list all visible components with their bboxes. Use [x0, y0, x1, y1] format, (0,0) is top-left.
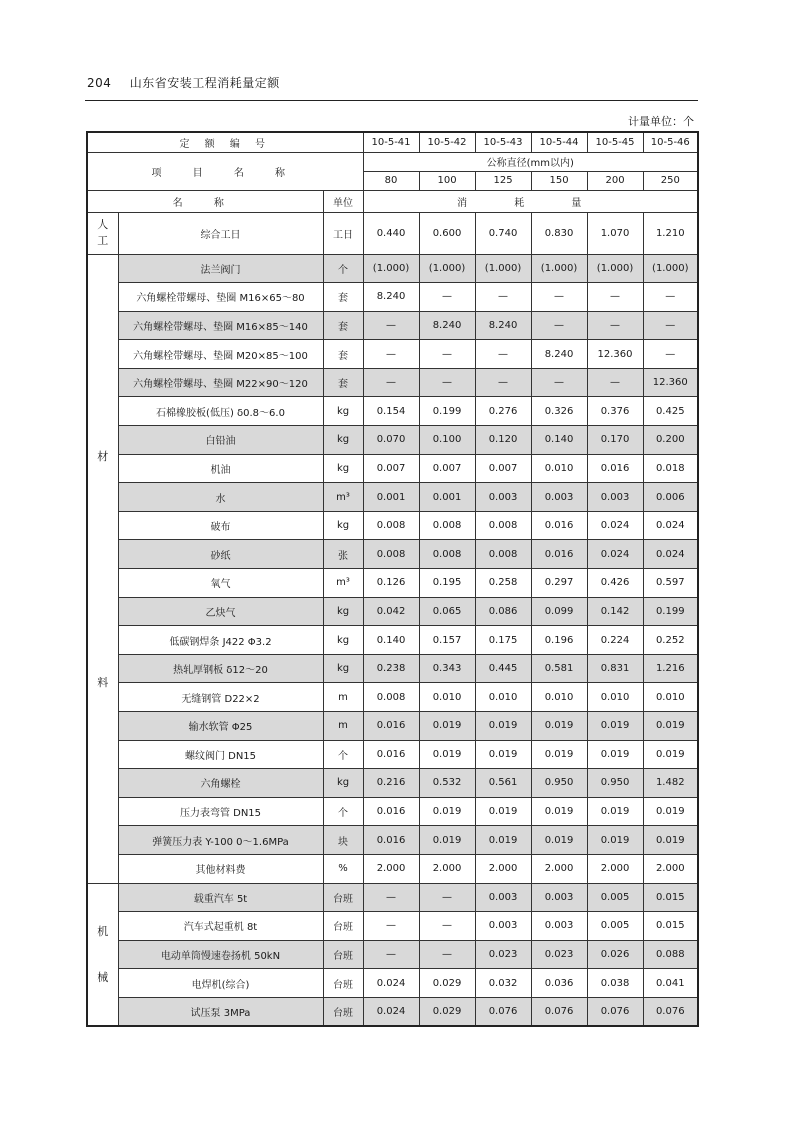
- consumption-value: 0.086: [475, 597, 531, 626]
- consumption-value: 0.008: [363, 511, 419, 540]
- table-row: [87, 368, 698, 397]
- consumption-value: 0.016: [363, 712, 419, 741]
- consumption-value: 0.016: [587, 454, 643, 483]
- item-name: 六角螺栓带螺母、垫圈 M20×85～100: [118, 340, 323, 369]
- category-machine: [87, 883, 118, 1026]
- consumption-value: 0.010: [531, 683, 587, 712]
- consumption-value: 0.100: [419, 426, 475, 455]
- item-name: 无缝钢管 D22×2: [118, 683, 323, 712]
- item-name: 六角螺栓: [118, 769, 323, 798]
- diameter-value: 150: [531, 171, 587, 190]
- consumption-value: 0.019: [475, 740, 531, 769]
- consumption-value: 0.003: [531, 483, 587, 512]
- diameter-value: 80: [363, 171, 419, 190]
- diameter-value: 100: [419, 171, 475, 190]
- consumption-value: 0.010: [643, 683, 698, 712]
- consumption-value: —: [643, 340, 698, 369]
- item-unit: 块: [323, 826, 363, 855]
- table-row: [87, 212, 698, 254]
- item-unit: 套: [323, 368, 363, 397]
- consumption-value: 0.019: [475, 797, 531, 826]
- consumption-value: 0.142: [587, 597, 643, 626]
- item-unit: 套: [323, 340, 363, 369]
- consumption-value: 0.019: [643, 826, 698, 855]
- table-row: [87, 283, 698, 312]
- consumption-value: 0.029: [419, 997, 475, 1026]
- item-name: 电动单筒慢速卷扬机 50kN: [118, 940, 323, 969]
- consumption-value: 0.029: [419, 969, 475, 998]
- item-unit: %: [323, 854, 363, 883]
- consumption-value: —: [363, 311, 419, 340]
- consumption-value: —: [363, 368, 419, 397]
- consumption-value: —: [363, 940, 419, 969]
- consumption-value: 0.024: [643, 540, 698, 569]
- consumption-value: 0.016: [363, 797, 419, 826]
- consumption-value: 0.018: [643, 454, 698, 483]
- item-name: 输水软管 Φ25: [118, 712, 323, 741]
- consumption-value: —: [363, 883, 419, 912]
- consumption-value: 0.195: [419, 569, 475, 598]
- consumption-value: 0.016: [363, 826, 419, 855]
- quota-label: 定 额 编 号: [87, 132, 363, 152]
- unit-label: 单位: [323, 190, 363, 212]
- consumption-value: —: [419, 340, 475, 369]
- item-name: 白铅油: [118, 426, 323, 455]
- consumption-value: 0.076: [643, 997, 698, 1026]
- consumption-value: —: [531, 311, 587, 340]
- table-row: [87, 597, 698, 626]
- consumption-value: 0.019: [419, 826, 475, 855]
- consumption-value: 0.007: [475, 454, 531, 483]
- item-unit: 台班: [323, 969, 363, 998]
- consumption-value: 0.425: [643, 397, 698, 426]
- consumption-value: 0.258: [475, 569, 531, 598]
- item-name: 破布: [118, 511, 323, 540]
- consumption-value: 0.440: [363, 212, 419, 254]
- consumption-value: 0.426: [587, 569, 643, 598]
- consumption-value: 12.360: [587, 340, 643, 369]
- consumption-value: 0.561: [475, 769, 531, 798]
- consumption-value: 2.000: [363, 854, 419, 883]
- consumption-value: 2.000: [587, 854, 643, 883]
- consumption-value: 0.008: [363, 683, 419, 712]
- consumption-value: 0.224: [587, 626, 643, 655]
- consumption-value: 0.005: [587, 912, 643, 941]
- item-unit: m³: [323, 483, 363, 512]
- item-unit: kg: [323, 597, 363, 626]
- diameter-label: 公称直径(mm以内): [363, 152, 698, 171]
- consumption-value: 0.019: [475, 712, 531, 741]
- consumption-value: 0.199: [643, 597, 698, 626]
- category-char: 机: [97, 925, 109, 939]
- consumption-value: 0.019: [419, 712, 475, 741]
- table-row: [87, 426, 698, 455]
- category-char: 材: [97, 449, 109, 463]
- consumption-value: —: [531, 283, 587, 312]
- item-unit: 套: [323, 311, 363, 340]
- unit-note: 计量单位：个: [628, 115, 694, 128]
- table-row: [87, 540, 698, 569]
- consumption-value: 0.019: [587, 797, 643, 826]
- quota-code: 10-5-42: [419, 132, 475, 152]
- consumption-value: 0.003: [475, 883, 531, 912]
- consumption-value: 0.001: [419, 483, 475, 512]
- consumption-value: 0.024: [363, 997, 419, 1026]
- consumption-value: 0.019: [643, 797, 698, 826]
- consumption-value: —: [419, 283, 475, 312]
- consumption-value: 0.003: [587, 483, 643, 512]
- item-unit: 台班: [323, 912, 363, 941]
- consumption-value: 0.019: [419, 797, 475, 826]
- item-unit: m: [323, 683, 363, 712]
- item-unit: kg: [323, 426, 363, 455]
- consumption-value: —: [475, 340, 531, 369]
- consumption-value: 0.600: [419, 212, 475, 254]
- consumption-value: 0.076: [587, 997, 643, 1026]
- diameter-value: 250: [643, 171, 698, 190]
- table-row: [87, 483, 698, 512]
- consumption-value: 8.240: [531, 340, 587, 369]
- consumption-value: 0.019: [643, 740, 698, 769]
- table-row: [87, 769, 698, 798]
- name-label: 名 称: [87, 190, 323, 212]
- consumption-value: 0.019: [531, 826, 587, 855]
- item-name: 载重汽车 5t: [118, 883, 323, 912]
- consumption-value: —: [531, 368, 587, 397]
- consumption-value: 0.099: [531, 597, 587, 626]
- consumption-value: (1.000): [419, 254, 475, 283]
- consumption-value: 0.023: [531, 940, 587, 969]
- consumption-value: 0.200: [643, 426, 698, 455]
- consumption-value: 0.019: [419, 740, 475, 769]
- quota-code: 10-5-43: [475, 132, 531, 152]
- table-row: [87, 826, 698, 855]
- table-row: [87, 740, 698, 769]
- table-row: [87, 797, 698, 826]
- consumption-value: 0.297: [531, 569, 587, 598]
- consumption-value: 0.120: [475, 426, 531, 455]
- consumption-value: 0.008: [419, 511, 475, 540]
- item-unit: 套: [323, 283, 363, 312]
- consumption-value: 0.326: [531, 397, 587, 426]
- quota-code: 10-5-45: [587, 132, 643, 152]
- item-unit: 张: [323, 540, 363, 569]
- consumption-value: —: [475, 368, 531, 397]
- consumption-value: 2.000: [643, 854, 698, 883]
- consumption-value: 0.024: [643, 511, 698, 540]
- consumption-value: 0.088: [643, 940, 698, 969]
- consumption-value: 0.007: [363, 454, 419, 483]
- consumption-value: 0.003: [531, 883, 587, 912]
- consumption-value: 0.597: [643, 569, 698, 598]
- item-name: 六角螺栓带螺母、垫圈 M16×65～80: [118, 283, 323, 312]
- consumption-value: 0.019: [587, 826, 643, 855]
- item-unit: m³: [323, 569, 363, 598]
- consumption-value: 0.019: [531, 712, 587, 741]
- item-name: 螺纹阀门 DN15: [118, 740, 323, 769]
- item-name: 砂纸: [118, 540, 323, 569]
- consumption-value: 0.019: [643, 712, 698, 741]
- consumption-value: 0.175: [475, 626, 531, 655]
- consumption-value: —: [475, 283, 531, 312]
- consumption-value: —: [587, 368, 643, 397]
- table-row: [87, 854, 698, 883]
- item-unit: 台班: [323, 997, 363, 1026]
- consumption-value: 0.008: [475, 540, 531, 569]
- consumption-value: 0.126: [363, 569, 419, 598]
- table-row: [87, 940, 698, 969]
- quota-code: 10-5-46: [643, 132, 698, 152]
- table-row: [87, 311, 698, 340]
- consumption-value: 0.024: [587, 511, 643, 540]
- table-row: [87, 969, 698, 998]
- consumption-value: 0.170: [587, 426, 643, 455]
- consumption-value: 0.016: [363, 740, 419, 769]
- category-char: 料: [97, 675, 109, 689]
- consumption-value: 0.154: [363, 397, 419, 426]
- consumption-value: 0.276: [475, 397, 531, 426]
- consumption-value: 0.196: [531, 626, 587, 655]
- item-name: 其他材料费: [118, 854, 323, 883]
- table-row: [87, 683, 698, 712]
- consumption-value: 0.032: [475, 969, 531, 998]
- item-name: 压力表弯管 DN15: [118, 797, 323, 826]
- item-name: 汽车式起重机 8t: [118, 912, 323, 941]
- category-char: 械: [97, 971, 109, 985]
- item-name: 弹簧压力表 Y-100 0～1.6MPa: [118, 826, 323, 855]
- diameter-label-row: [87, 152, 698, 171]
- consumption-value: 0.532: [419, 769, 475, 798]
- consumption-value: 0.015: [643, 912, 698, 941]
- consumption-value: 0.038: [587, 969, 643, 998]
- item-name: 低碳钢焊条 J422 Φ3.2: [118, 626, 323, 655]
- diameter-value: 200: [587, 171, 643, 190]
- consumption-value: 0.076: [531, 997, 587, 1026]
- consumption-value: 0.076: [475, 997, 531, 1026]
- category-labor: [87, 212, 118, 254]
- item-name: 法兰阀门: [118, 254, 323, 283]
- category-char: 人: [97, 218, 109, 231]
- quota-code: 10-5-41: [363, 132, 419, 152]
- consumption-value: 0.581: [531, 654, 587, 683]
- consumption-value: 0.830: [531, 212, 587, 254]
- item-unit: kg: [323, 626, 363, 655]
- header-rule: [85, 100, 698, 101]
- consumption-value: 0.019: [531, 740, 587, 769]
- item-unit: kg: [323, 454, 363, 483]
- page-header: [87, 74, 280, 91]
- item-label: 项 目 名 称: [87, 152, 363, 190]
- consumption-value: —: [419, 912, 475, 941]
- consumption-value: 0.445: [475, 654, 531, 683]
- consumption-value: 1.482: [643, 769, 698, 798]
- consumption-value: 2.000: [475, 854, 531, 883]
- table-row: [87, 997, 698, 1026]
- quota-code: 10-5-44: [531, 132, 587, 152]
- table-row: [87, 569, 698, 598]
- consumption-value: 0.007: [419, 454, 475, 483]
- consumption-value: 0.041: [643, 969, 698, 998]
- consumption-value: 0.010: [419, 683, 475, 712]
- consumption-value: —: [363, 340, 419, 369]
- consumption-value: 0.238: [363, 654, 419, 683]
- item-unit: 台班: [323, 883, 363, 912]
- table-row: [87, 712, 698, 741]
- table-row: [87, 397, 698, 426]
- consumption-value: —: [587, 283, 643, 312]
- consumption-value: 0.831: [587, 654, 643, 683]
- item-name: 氧气: [118, 569, 323, 598]
- consumption-value: 0.140: [531, 426, 587, 455]
- consumption-value: —: [587, 311, 643, 340]
- consumption-value: 0.010: [587, 683, 643, 712]
- consumption-value: 0.016: [531, 540, 587, 569]
- consumption-value: 0.019: [587, 712, 643, 741]
- consumption-value: 0.016: [531, 511, 587, 540]
- table-row: [87, 883, 698, 912]
- consumption-value: 0.376: [587, 397, 643, 426]
- consumption-value: 0.019: [531, 797, 587, 826]
- consumption-value: (1.000): [643, 254, 698, 283]
- consumption-value: 0.006: [643, 483, 698, 512]
- item-unit: 工日: [323, 212, 363, 254]
- consumption-value: 0.070: [363, 426, 419, 455]
- consumption-value: 1.070: [587, 212, 643, 254]
- item-name: 六角螺栓带螺母、垫圈 M22×90～120: [118, 368, 323, 397]
- consumption-value: 8.240: [475, 311, 531, 340]
- item-unit: 台班: [323, 940, 363, 969]
- consumption-value: 0.008: [475, 511, 531, 540]
- table-row: [87, 626, 698, 655]
- item-name: 试压泵 3MPa: [118, 997, 323, 1026]
- consumption-value: 2.000: [419, 854, 475, 883]
- consumption-value: 0.042: [363, 597, 419, 626]
- consumption-value: —: [643, 311, 698, 340]
- consumption-value: 0.001: [363, 483, 419, 512]
- consumption-value: 0.010: [475, 683, 531, 712]
- consumption-value: 0.950: [587, 769, 643, 798]
- item-unit: kg: [323, 397, 363, 426]
- table-row: [87, 912, 698, 941]
- item-unit: 个: [323, 740, 363, 769]
- item-unit: kg: [323, 769, 363, 798]
- consumption-value: —: [419, 368, 475, 397]
- table-row: [87, 654, 698, 683]
- consumption-value: 0.140: [363, 626, 419, 655]
- consumption-value: 0.036: [531, 969, 587, 998]
- consumption-label: 消 耗 量: [363, 190, 698, 212]
- consumption-value: 0.740: [475, 212, 531, 254]
- consumption-value: 1.216: [643, 654, 698, 683]
- table-row: [87, 254, 698, 283]
- consumption-value: 0.199: [419, 397, 475, 426]
- item-name: 综合工日: [118, 212, 323, 254]
- consumption-value: 0.023: [475, 940, 531, 969]
- consumption-value: 0.008: [419, 540, 475, 569]
- quota-table: [86, 131, 699, 1027]
- table-row: [87, 340, 698, 369]
- consumption-value: 0.003: [475, 912, 531, 941]
- consumption-value: 8.240: [419, 311, 475, 340]
- item-unit: kg: [323, 511, 363, 540]
- consumption-value: 0.026: [587, 940, 643, 969]
- consumption-value: 0.024: [587, 540, 643, 569]
- consumption-value: 1.210: [643, 212, 698, 254]
- consumption-value: 0.343: [419, 654, 475, 683]
- item-name: 机油: [118, 454, 323, 483]
- consumption-value: 0.252: [643, 626, 698, 655]
- consumption-value: 12.360: [643, 368, 698, 397]
- category-char: 工: [97, 234, 109, 247]
- item-name: 六角螺栓带螺母、垫圈 M16×85～140: [118, 311, 323, 340]
- quota-code-row: [87, 132, 698, 152]
- consumption-value: 0.950: [531, 769, 587, 798]
- item-name: 石棉橡胶板(低压) δ0.8～6.0: [118, 397, 323, 426]
- item-unit: 个: [323, 254, 363, 283]
- consumption-value: (1.000): [531, 254, 587, 283]
- consumption-value: (1.000): [363, 254, 419, 283]
- consumption-value: 0.008: [363, 540, 419, 569]
- item-unit: kg: [323, 654, 363, 683]
- consumption-value: —: [643, 283, 698, 312]
- consumption-value: —: [419, 883, 475, 912]
- item-unit: m: [323, 712, 363, 741]
- category-material: [87, 254, 118, 883]
- consumption-value: 0.010: [531, 454, 587, 483]
- consumption-value: 0.005: [587, 883, 643, 912]
- consumption-value: 0.216: [363, 769, 419, 798]
- consumption-value: —: [363, 912, 419, 941]
- consumption-value: (1.000): [475, 254, 531, 283]
- item-unit: 个: [323, 797, 363, 826]
- consumption-value: (1.000): [587, 254, 643, 283]
- item-name: 乙炔气: [118, 597, 323, 626]
- diameter-value: 125: [475, 171, 531, 190]
- consumption-value: 0.024: [363, 969, 419, 998]
- column-header-row: [87, 190, 698, 212]
- item-name: 电焊机(综合): [118, 969, 323, 998]
- consumption-value: 8.240: [363, 283, 419, 312]
- table-row: [87, 511, 698, 540]
- table-row: [87, 454, 698, 483]
- consumption-value: 0.003: [531, 912, 587, 941]
- consumption-value: 0.157: [419, 626, 475, 655]
- consumption-value: —: [419, 940, 475, 969]
- item-name: 热轧厚钢板 δ12～20: [118, 654, 323, 683]
- book-title: 山东省安装工程消耗量定额: [129, 76, 280, 90]
- consumption-value: 0.015: [643, 883, 698, 912]
- item-name: 水: [118, 483, 323, 512]
- consumption-value: 2.000: [531, 854, 587, 883]
- consumption-value: 0.019: [475, 826, 531, 855]
- consumption-value: 0.019: [587, 740, 643, 769]
- consumption-value: 0.003: [475, 483, 531, 512]
- consumption-value: 0.065: [419, 597, 475, 626]
- page-number: 204: [87, 76, 112, 90]
